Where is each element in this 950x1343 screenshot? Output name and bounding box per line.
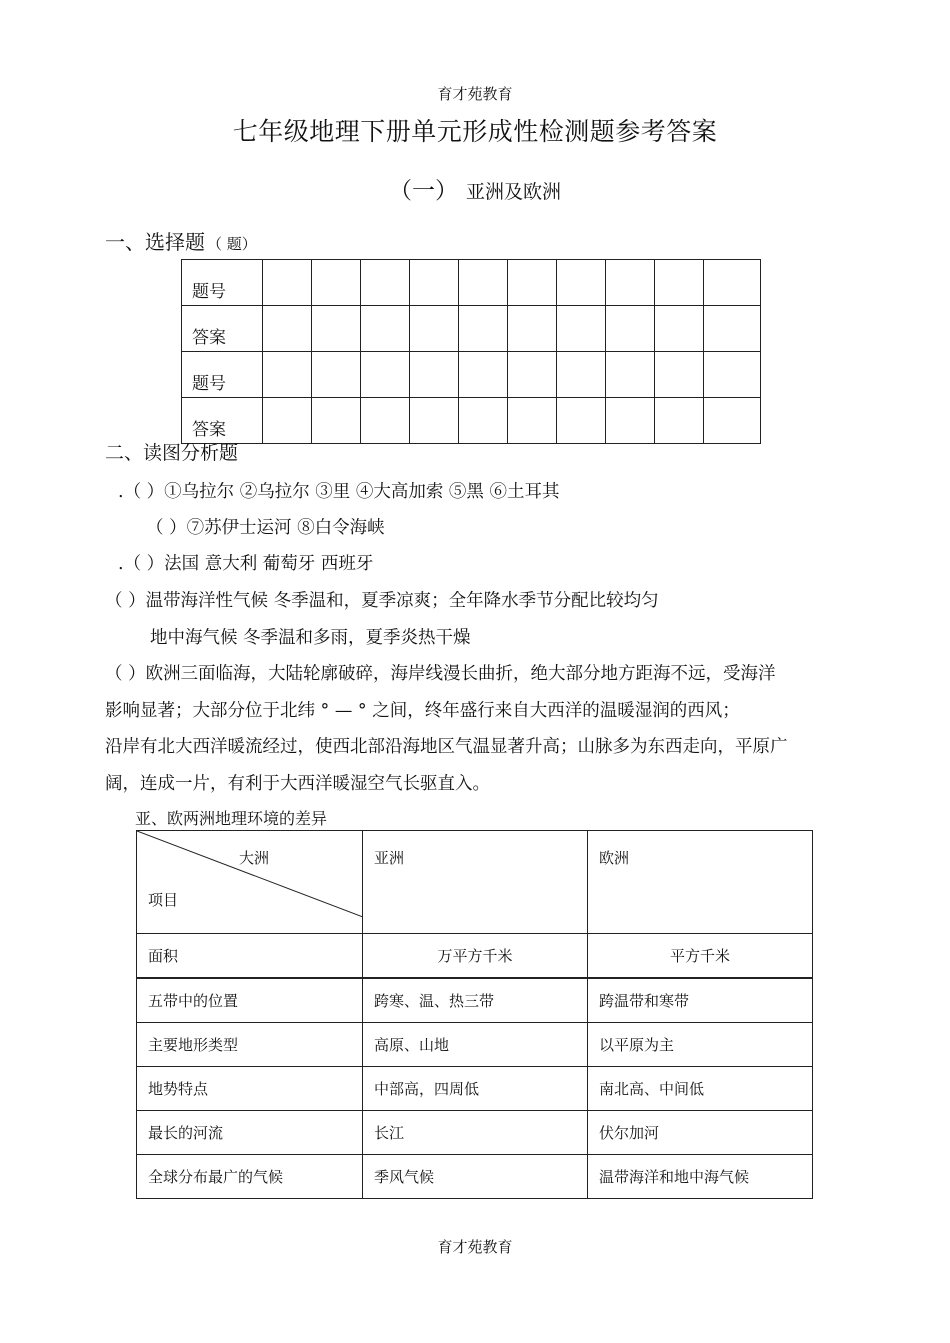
answer-grid-row [182, 306, 761, 352]
answer-cell [557, 306, 606, 352]
table-row [137, 1067, 813, 1111]
analysis-line-3: .（ ）法国 意大利 葡萄牙 西班牙 [118, 554, 374, 574]
section1-heading [105, 226, 257, 255]
comparison-table [136, 830, 813, 1199]
table-row [137, 1111, 813, 1155]
answer-cell [312, 398, 361, 444]
analysis-line-1: .（ ）①乌拉尔 ②乌拉尔 ③里 ④大高加索 ⑤黑 ⑥土耳其 [118, 482, 560, 502]
page-header: 育才苑教育 [437, 85, 513, 103]
answer-cell [704, 398, 761, 444]
answer-cell [655, 260, 704, 306]
answer-cell [263, 398, 312, 444]
answer-cell [459, 260, 508, 306]
cell-europe: 跨温带和寒带 [588, 978, 813, 1023]
subtitle-text: 亚洲及欧洲 [465, 181, 561, 203]
cell-europe: 平方千米 [588, 934, 813, 979]
answer-cell [410, 260, 459, 306]
section-subtitle [0, 172, 950, 205]
answer-cell [508, 306, 557, 352]
answer-grid-row [182, 398, 761, 444]
answer-cell [361, 306, 410, 352]
answer-cell [508, 260, 557, 306]
table-row [137, 1023, 813, 1067]
cell-europe: 南北高、中间低 [588, 1067, 813, 1111]
subtitle-number: （一） [388, 178, 458, 204]
answer-cell [459, 398, 508, 444]
row-label: 地势特点 [137, 1067, 363, 1111]
answer-grid-row [182, 352, 761, 398]
analysis-line-4: （ ）温带海洋性气候 冬季温和，夏季凉爽；全年降水季节分配比较均匀 [105, 591, 659, 611]
corner-label-item: 项目 [148, 891, 179, 909]
cell-asia: 中部高，四周低 [363, 1067, 588, 1111]
answer-cell [655, 306, 704, 352]
cell-europe: 伏尔加河 [588, 1111, 813, 1155]
cell-asia: 高原、山地 [363, 1023, 588, 1067]
answer-cell [557, 260, 606, 306]
answer-cell [655, 352, 704, 398]
corner-label-continent: 大洲 [239, 849, 270, 867]
answer-cell [312, 306, 361, 352]
table-caption: 亚、欧两洲地理环境的差异 [135, 809, 328, 828]
analysis-line-6: （ ）欧洲三面临海，大陆轮廓破碎，海岸线漫长曲折，绝大部分地方距海不远，受海洋 [105, 664, 776, 684]
answer-cell [606, 352, 655, 398]
answer-cell [557, 398, 606, 444]
answer-cell [263, 260, 312, 306]
cell-asia: 跨寒、温、热三带 [363, 978, 588, 1023]
answer-grid-row [182, 260, 761, 306]
answer-cell [263, 306, 312, 352]
row-label: 主要地形类型 [137, 1023, 363, 1067]
row-label: 全球分布最广的气候 [137, 1155, 363, 1199]
cell-europe: 以平原为主 [588, 1023, 813, 1067]
answer-cell [459, 306, 508, 352]
answer-cell [361, 352, 410, 398]
answer-cell [557, 352, 606, 398]
cell-asia: 长江 [363, 1111, 588, 1155]
column-header-asia: 亚洲 [363, 831, 588, 934]
page-footer: 育才苑教育 [437, 1238, 513, 1256]
analysis-line-2: （ ）⑦苏伊士运河 ⑧白令海峡 [146, 518, 385, 538]
row-label: 最长的河流 [137, 1111, 363, 1155]
table-row [137, 978, 813, 1023]
section1-title: 一、选择题 [105, 230, 205, 254]
answer-cell [606, 398, 655, 444]
row-label: 题号 [182, 260, 263, 306]
answer-cell [704, 306, 761, 352]
row-label: 五带中的位置 [137, 978, 363, 1023]
cell-asia: 季风气候 [363, 1155, 588, 1199]
answer-cell [508, 352, 557, 398]
section2-heading: 二、读图分析题 [105, 442, 239, 464]
section1-count: （ 题） [207, 235, 257, 253]
analysis-line-8: 沿岸有北大西洋暖流经过，使西北部沿海地区气温显著升高；山脉多为东西走向，平原广 [105, 737, 788, 757]
row-label: 题号 [182, 352, 263, 398]
cell-asia: 万平方千米 [363, 934, 588, 979]
answer-cell [410, 306, 459, 352]
answer-cell [655, 398, 704, 444]
column-header-europe: 欧洲 [588, 831, 813, 934]
page-title: 七年级地理下册单元形成性检测题参考答案 [232, 117, 718, 146]
answer-cell [312, 352, 361, 398]
answer-cell [704, 260, 761, 306]
answer-cell [312, 260, 361, 306]
table-row [137, 934, 813, 979]
answer-cell [606, 306, 655, 352]
answer-cell [459, 352, 508, 398]
table-row [137, 1155, 813, 1199]
answer-cell [606, 260, 655, 306]
answer-cell [410, 352, 459, 398]
answer-grid [181, 259, 761, 444]
table-header-row [137, 831, 813, 934]
answer-cell [508, 398, 557, 444]
answer-cell [263, 352, 312, 398]
corner-cell [137, 831, 363, 934]
cell-europe: 温带海洋和地中海气候 [588, 1155, 813, 1199]
analysis-line-9: 阔，连成一片，有利于大西洋暖湿空气长驱直入。 [105, 774, 490, 794]
answer-cell [361, 398, 410, 444]
row-label: 答案 [182, 306, 263, 352]
answer-cell [704, 352, 761, 398]
answer-cell [361, 260, 410, 306]
analysis-line-5: 地中海气候 冬季温和多雨，夏季炎热干燥 [150, 628, 471, 648]
row-label: 面积 [137, 934, 363, 979]
row-label: 答案 [182, 398, 263, 444]
answer-cell [410, 398, 459, 444]
analysis-line-7: 影响显著；大部分位于北纬 ° — ° 之间，终年盛行来自大西洋的温暖湿润的西风； [105, 701, 740, 721]
